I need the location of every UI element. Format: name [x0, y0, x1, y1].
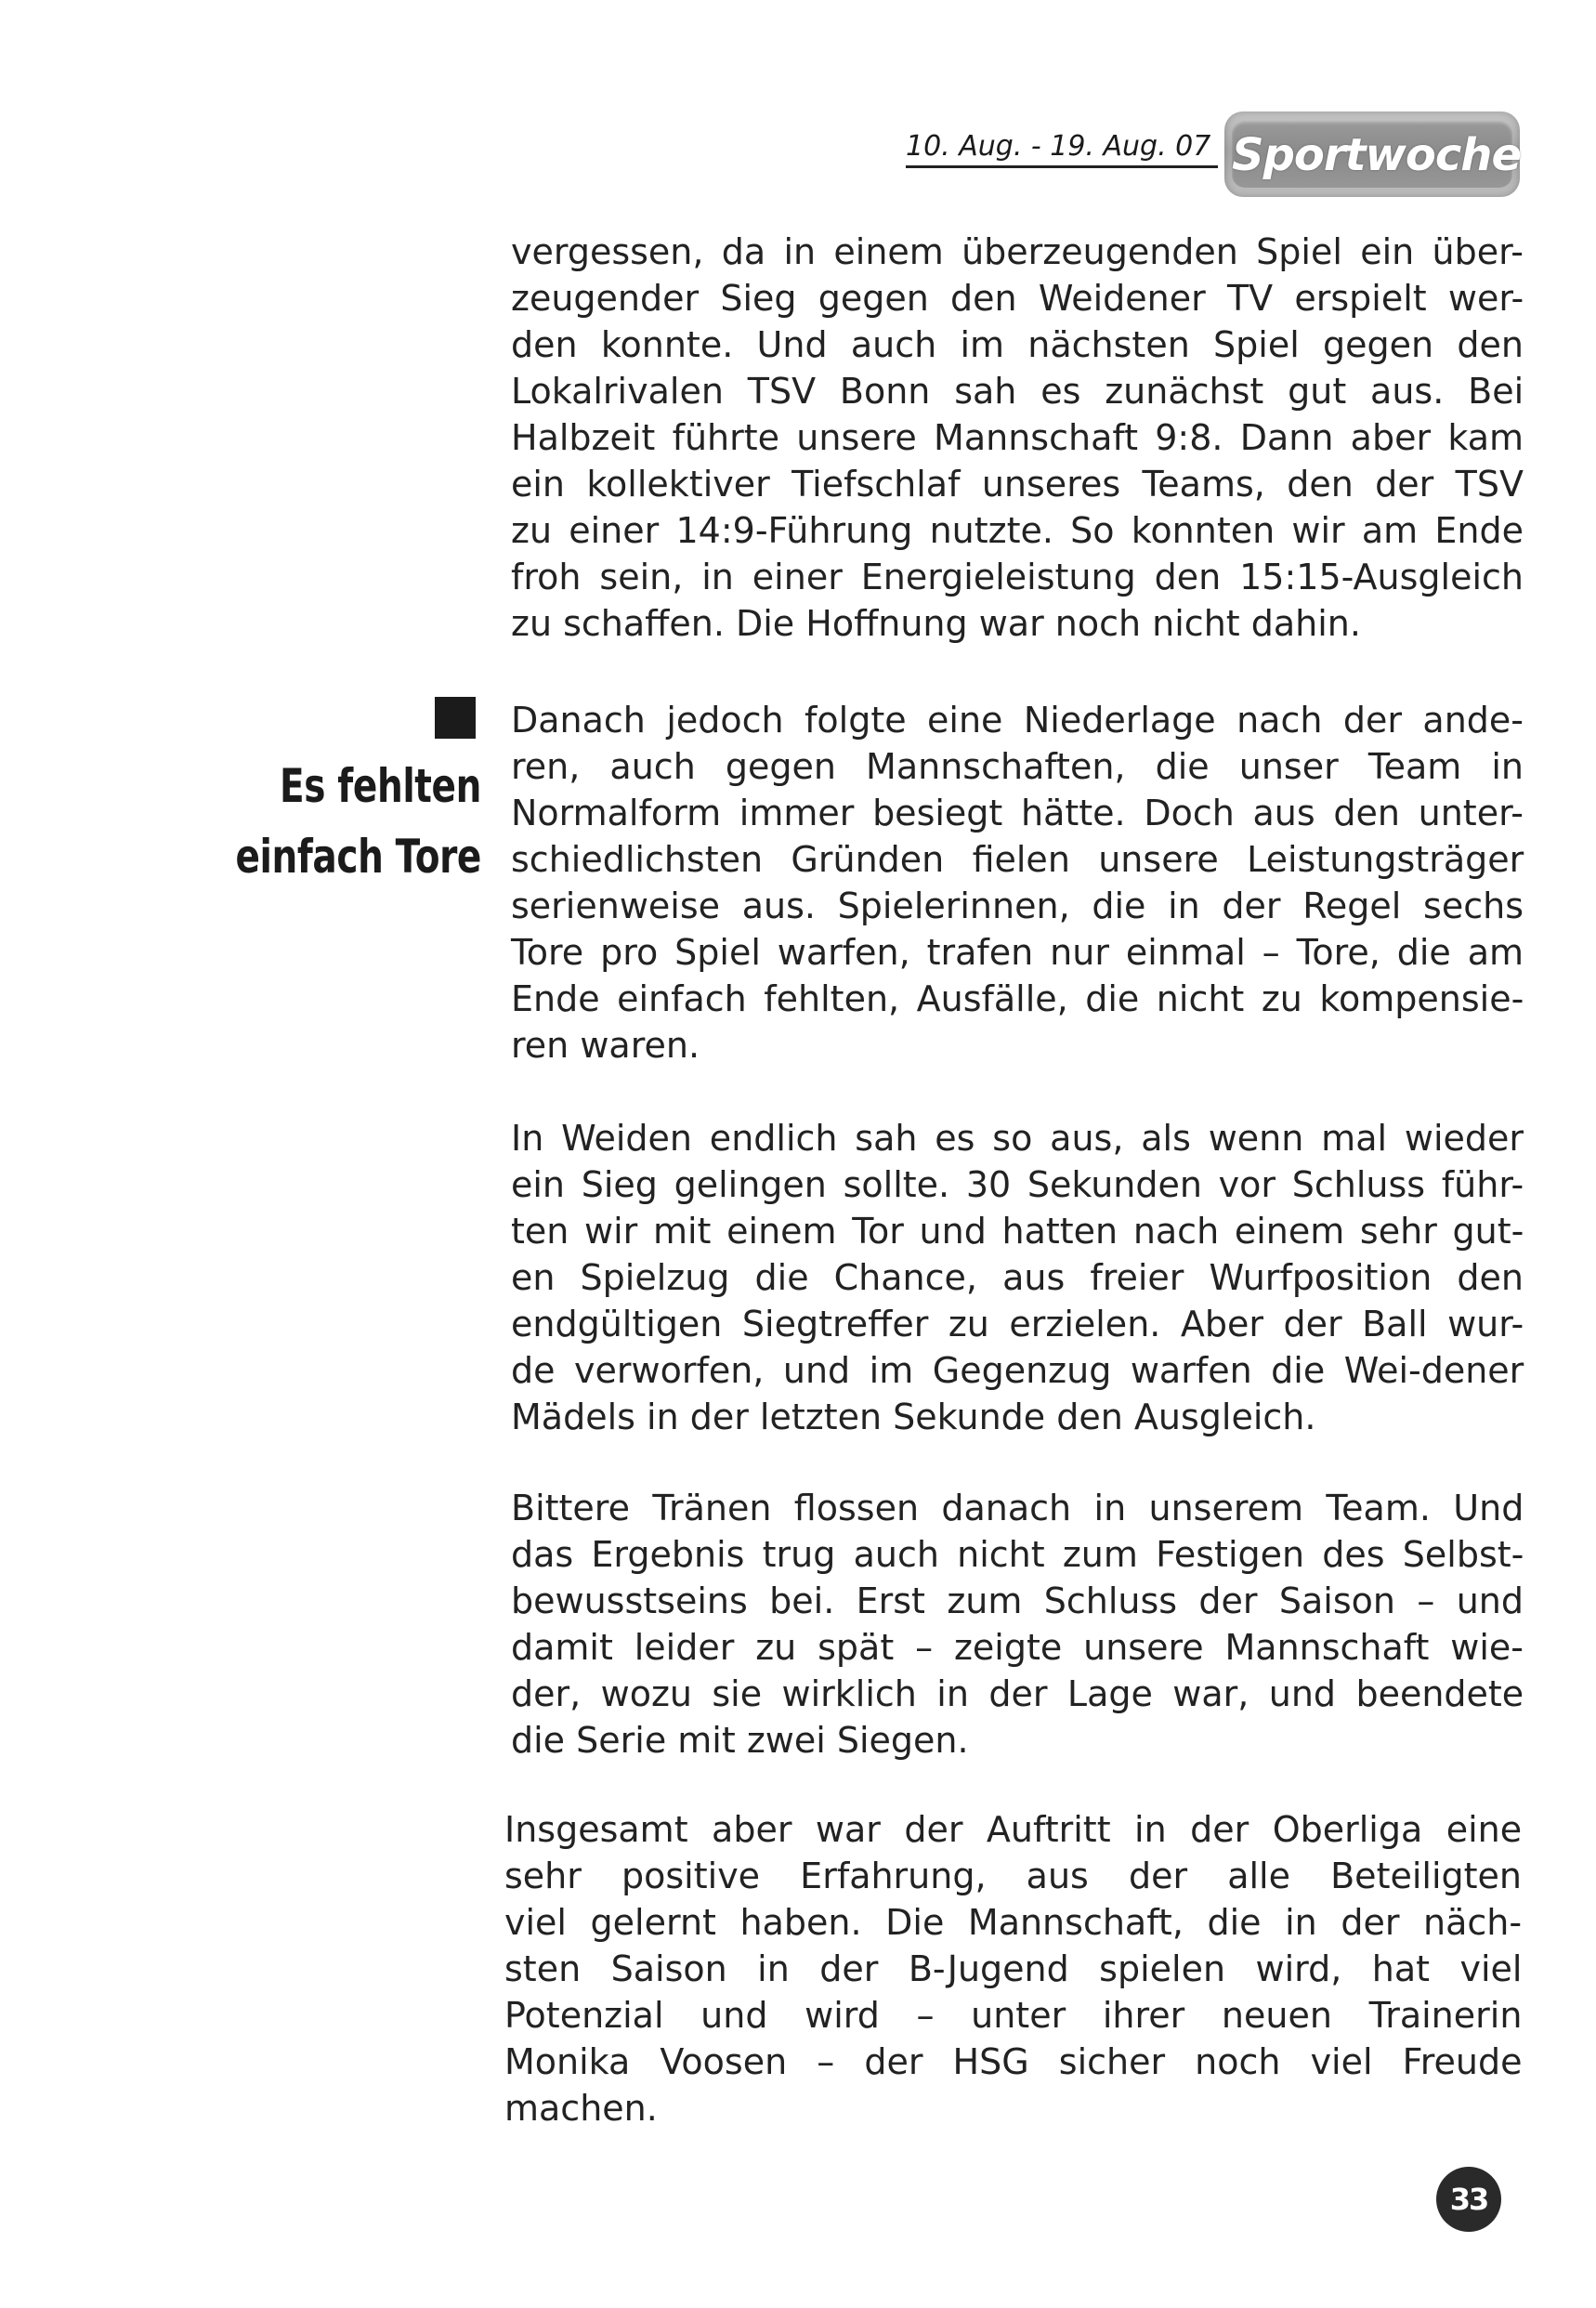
text-line: Monika Voosen – der HSG sicher noch viel Freude	[504, 2041, 1523, 2082]
section-heading-line: einfach Tore	[235, 830, 481, 884]
text-line: viel gelernt haben. Die Mannschaft, die in der näch-	[504, 1902, 1523, 1943]
text-line: Danach jedoch folgte eine Niederlage nach der ande-	[511, 700, 1524, 741]
text-line: zeugender Sieg gegen den Weidener TV erspielt wer-	[511, 278, 1524, 319]
page-number: 33	[1436, 2167, 1501, 2232]
section-heading-line: Es fehlten	[280, 759, 481, 813]
text-line: sten Saison in der B-Jugend spielen wird, hat viel	[504, 1948, 1523, 1989]
article-paragraph	[511, 1115, 1524, 1440]
text-line: ren, auch gegen Mannschaften, die unser Team in	[511, 746, 1524, 787]
text-line: ein kollektiver Tiefschlaf unseres Teams, den der TSV	[511, 464, 1524, 505]
section-heading	[215, 751, 481, 892]
article-paragraph	[504, 1806, 1522, 2131]
text-line: Tore pro Spiel warfen, trafen nur einmal – Tore, die am	[511, 932, 1524, 973]
text-line: das Ergebnis trug auch nicht zum Festigen des Selbst-	[511, 1534, 1524, 1575]
publication-badge-plate	[1232, 121, 1522, 188]
text-line: ein Sieg gelingen sollte. 30 Sekunden vor Schluss führ-	[511, 1164, 1524, 1205]
text-line: In Weiden endlich sah es so aus, als wenn mal wieder	[511, 1118, 1524, 1159]
text-line: ten wir mit einem Tor und hatten nach einem sehr gut-	[511, 1211, 1524, 1252]
text-line: der, wozu sie wirklich in der Lage war, und beendete	[511, 1673, 1524, 1714]
text-line: damit leider zu spät – zeigte unsere Mannschaft wie-	[511, 1627, 1524, 1668]
article-paragraph	[511, 697, 1524, 1069]
text-line: Potenzial und wird – unter ihrer neuen Trainerin	[504, 1995, 1523, 2036]
text-line: ren waren.	[511, 1025, 700, 1066]
text-line: Mädels in der letzten Sekunde den Ausgleich.	[511, 1397, 1316, 1437]
text-line: Normalform immer besiegt hätte. Doch aus den unter-	[511, 793, 1524, 833]
publication-logo: Sportwoche	[1232, 129, 1522, 181]
text-line: zu einer 14:9-Führung nutzte. So konnten wir am Ende	[511, 510, 1524, 551]
article-paragraph	[511, 1485, 1524, 1764]
text-line: bewusstseins bei. Erst zum Schluss der Saison – und	[511, 1580, 1524, 1621]
text-line: serienweise aus. Spielerinnen, die in der Regel sechs	[511, 885, 1524, 926]
section-marker-square	[435, 697, 476, 739]
text-line: Halbzeit führte unsere Mannschaft 9:8. Dann aber kam	[511, 417, 1524, 458]
text-line: de verworfen, und im Gegenzug warfen die Wei-dener	[511, 1350, 1524, 1391]
text-line: schiedlichsten Gründen fielen unsere Leistungsträger	[511, 839, 1524, 880]
text-line: vergessen, da in einem überzeugenden Spiel ein über-	[511, 231, 1524, 272]
text-line: sehr positive Erfahrung, aus der alle Beteiligten	[504, 1856, 1522, 1896]
publication-badge	[1224, 111, 1520, 197]
text-line: endgültigen Siegtreffer zu erzielen. Aber der Ball wur-	[511, 1304, 1524, 1344]
text-line: en Spielzug die Chance, aus freier Wurfposition den	[511, 1257, 1524, 1298]
text-line: froh sein, in einer Energieleistung den 15:15-Ausgleich	[511, 557, 1524, 597]
text-line: Lokalrivalen TSV Bonn sah es zunächst gut aus. Bei	[511, 371, 1524, 412]
article-paragraph	[511, 229, 1524, 647]
text-line: den konnte. Und auch im nächsten Spiel gegen den	[511, 324, 1524, 365]
text-line: Insgesamt aber war der Auftritt in der Oberliga eine	[504, 1809, 1523, 1850]
text-line: zu schaffen. Die Hoffnung war noch nicht dahin.	[511, 603, 1361, 644]
text-line: die Serie mit zwei Siegen.	[511, 1720, 969, 1761]
text-line: machen.	[504, 2088, 658, 2129]
issue-date-range: 10. Aug. - 19. Aug. 07	[906, 130, 1218, 168]
text-line: Ende einfach fehlten, Ausfälle, die nicht zu kompensie-	[511, 978, 1524, 1019]
text-line: Bittere Tränen flossen danach in unserem Team. Und	[511, 1488, 1524, 1528]
